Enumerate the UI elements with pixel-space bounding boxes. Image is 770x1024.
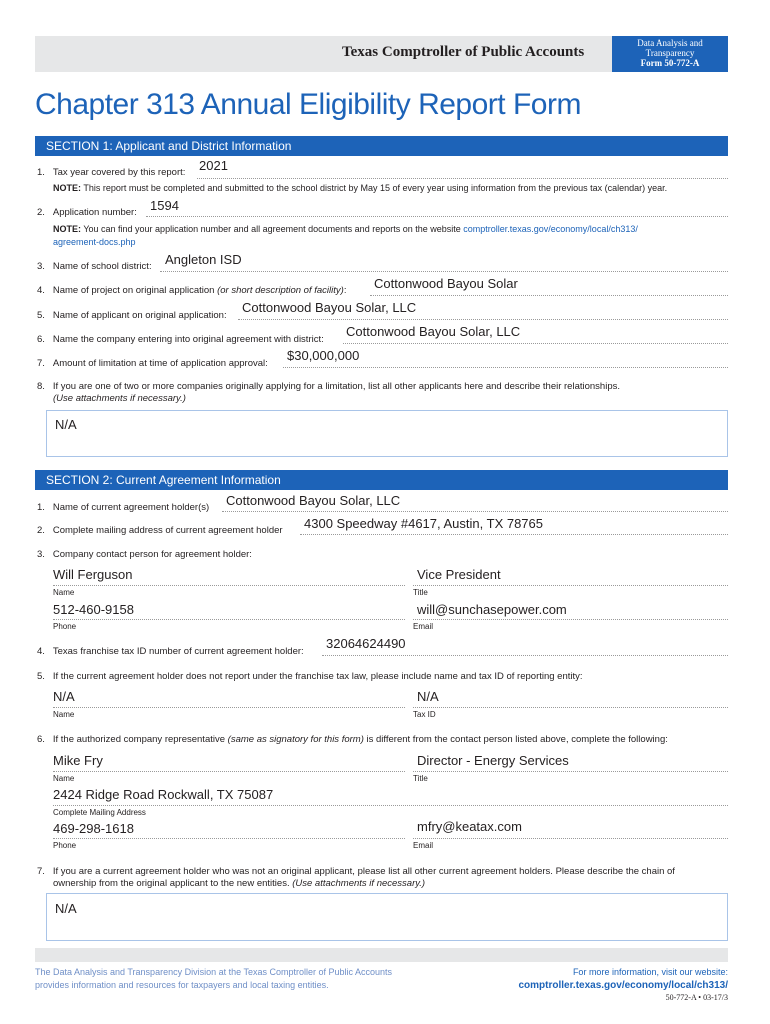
rep-email-field[interactable]: mfry@keatax.com [417,819,522,834]
section2-heading: SECTION 2: Current Agreement Information [35,470,728,490]
s2-q1-label: 1. Name of current agreement holder(s) [37,502,210,513]
tax-year-field[interactable]: 2021 [199,158,228,173]
s1-q7-label: 7. Amount of limitation at time of application approval: [37,358,268,369]
form-number: Form 50-772-A [640,58,700,68]
s2-q3-label: 3. Company contact person for agreement holder: [37,549,252,560]
agreement-docs-link-2[interactable]: agreement-docs.php [53,237,136,247]
s1-q8-label: 8. If you are one of two or more companies originally applying for a limitation, list all other applicants here and describe their relationships. [37,381,620,392]
note-1: NOTE: This report must be completed and submitted to the school district by May 15 of every year using information from the previous tax (calendar) year. [53,183,668,193]
s2-q2-line [300,534,728,535]
contact-name-field[interactable]: Will Ferguson [53,567,133,582]
s1-q7-line [283,367,728,368]
s1-q1-line [197,178,728,179]
rep-phone-line [53,838,405,839]
contact-name-line [53,585,405,586]
s2-q7-label: 7. If you are a current agreement holder who was not an original applicant, please list all other current agreement holders. Please describe the chain of [37,866,675,877]
contact-email-field[interactable]: will@sunchasepower.com [417,602,567,617]
contact-title-line [413,585,728,586]
project-name-field[interactable]: Cottonwood Bayou Solar [374,276,518,291]
contact-phone-line [53,619,405,620]
agreement-docs-link[interactable]: comptroller.texas.gov/economy/local/ch313/ [463,224,638,234]
division-line1: Data Analysis and [637,38,703,48]
reporting-entity-name-field[interactable]: N/A [53,689,75,704]
form-revision-code: 50-772-A • 03-17/3 [665,993,728,1002]
s2-q6-label: 6. If the authorized company representative (same as signatory for this form) is different from the contact person listed above, complete the following: [37,734,668,745]
s1-q4-line [370,295,728,296]
application-number-field[interactable]: 1594 [150,198,179,213]
s2-q5-label: 5. If the current agreement holder does not report under the franchise tax law, please include name and tax ID of reporting entity: [37,671,583,682]
division-box [612,36,728,72]
contact-title-label: Title [413,588,428,597]
applicant-name-field[interactable]: Cottonwood Bayou Solar, LLC [242,300,417,315]
s2-q4-label: 4. Texas franchise tax ID number of current agreement holder: [37,646,304,657]
s1-q1-label: 1. Tax year covered by this report: [37,167,186,178]
other-applicants-value: N/A [55,417,77,432]
reporting-entity-taxid-field[interactable]: N/A [417,689,439,704]
rep-address-label: Complete Mailing Address [53,808,146,817]
other-applicants-textarea[interactable] [46,410,728,457]
s1-q6-label: 6. Name the company entering into original agreement with district: [37,334,324,345]
reporting-entity-taxid-label: Tax ID [413,710,436,719]
s1-q3-label: 3. Name of school district: [37,261,152,272]
s2-q1-line [222,511,728,512]
contact-phone-label: Phone [53,622,77,631]
s2-q2-label: 2. Complete mailing address of current agreement holder [37,525,283,536]
footer-description: The Data Analysis and Transparency Division at the Texas Comptroller of Public Accounts provides information and resources for taxpayers and local taxing entities. [35,967,393,990]
footer-band [35,948,728,962]
s1-q4-label: 4. Name of project on original application (or short description of facility): [37,285,347,296]
rep-title-label: Title [413,774,428,783]
rep-phone-label: Phone [53,841,77,850]
rep-address-field[interactable]: 2424 Ridge Road Rockwall, TX 75087 [53,787,274,802]
contact-name-label: Name [53,588,75,597]
limitation-amount-field[interactable]: $30,000,000 [287,348,360,363]
contact-email-label: Email [413,622,434,631]
original-agreement-company-field[interactable]: Cottonwood Bayou Solar, LLC [346,324,521,339]
note-2: NOTE: You can find your application number and all agreement documents and reports on the website comptroller.texas.gov/economy/local/ch313/ agreement-docs.php [53,224,638,247]
s2-q4-line [322,655,728,656]
reporting-entity-name-label: Name [53,710,75,719]
rep-email-label: Email [413,841,434,850]
rep-title-line [413,771,728,772]
franchise-tax-id-field[interactable]: 32064624490 [326,636,406,651]
contact-email-line [413,619,728,620]
s1-q2-line [146,216,728,217]
rep-name-field[interactable]: Mike Fry [53,753,103,768]
reporting-entity-name-line [53,707,405,708]
contact-phone-field[interactable]: 512-460-9158 [53,602,134,617]
rep-name-line [53,771,405,772]
section1-heading: SECTION 1: Applicant and District Information [35,136,728,156]
mailing-address-field[interactable]: 4300 Speedway #4617, Austin, TX 78765 [304,516,544,531]
agency-name: Texas Comptroller of Public Accounts [342,44,585,60]
s1-q2-label: 2. Application number: [37,207,137,218]
chain-of-ownership-textarea[interactable] [46,893,728,941]
rep-email-line [413,838,728,839]
footer-website: For more information, visit our website: comptroller.texas.gov/economy/local/ch313/ [518,967,728,991]
reporting-entity-taxid-line [413,707,728,708]
division-line2: Transparency [645,48,695,58]
footer-website-link[interactable]: comptroller.texas.gov/economy/local/ch313/ [518,980,728,991]
page-title: Chapter 313 Annual Eligibility Report Form [35,88,581,121]
rep-phone-field[interactable]: 469-298-1618 [53,821,134,836]
s1-q6-line [343,343,728,344]
rep-address-line [53,805,728,806]
rep-name-label: Name [53,774,75,783]
s1-q5-label: 5. Name of applicant on original application: [37,310,227,321]
s1-q3-line [160,271,728,272]
rep-title-field[interactable]: Director - Energy Services [417,753,569,768]
s1-q8-italic: (Use attachments if necessary.) [53,393,186,404]
s1-q5-line [238,319,728,320]
s2-q7-label-2: ownership from the original applicant to the new entities. (Use attachments if necessary.) [53,878,426,889]
current-holder-field[interactable]: Cottonwood Bayou Solar, LLC [226,493,401,508]
school-district-field[interactable]: Angleton ISD [165,252,242,267]
chain-of-ownership-value: N/A [55,901,77,916]
contact-title-field[interactable]: Vice President [417,567,501,582]
